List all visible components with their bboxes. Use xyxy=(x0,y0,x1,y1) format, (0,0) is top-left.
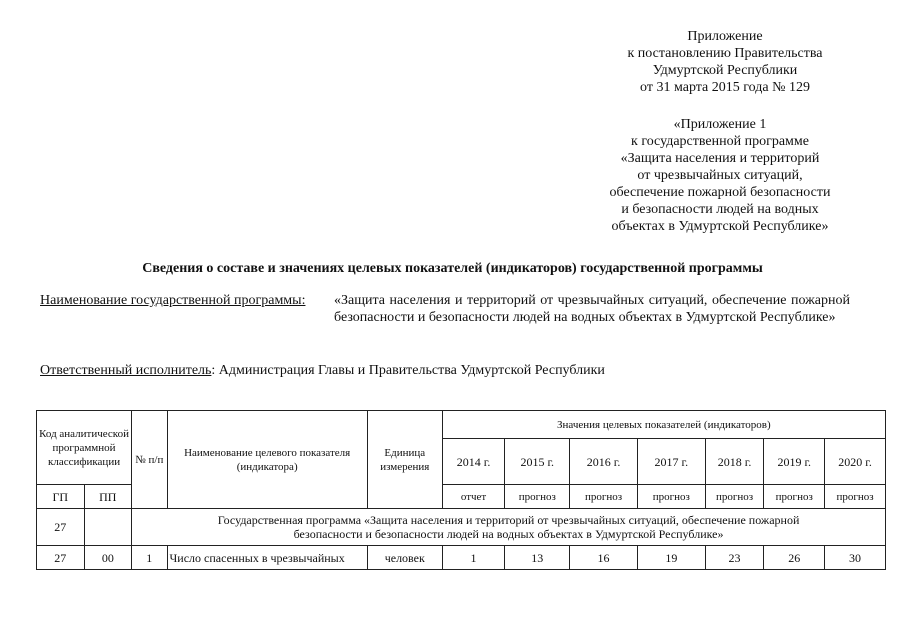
year-header: 2014 г. xyxy=(442,439,505,485)
program-appendix-header xyxy=(570,116,870,235)
table-row xyxy=(37,546,886,570)
year-header: 2020 г. xyxy=(825,439,886,485)
header-unit: Единица измерения xyxy=(367,411,442,509)
value-type: прогноз xyxy=(825,485,886,509)
pp-code: 00 xyxy=(84,546,132,570)
header-code: Код аналитической программной классификации xyxy=(37,411,132,485)
appendix-line: «Защита населения и территорий xyxy=(620,151,820,166)
value-type: отчет xyxy=(442,485,505,509)
responsible-value: : Администрация Главы и Правительства Удмуртской Республики xyxy=(211,363,605,378)
program-name xyxy=(40,292,850,326)
appendix-header xyxy=(580,28,870,96)
indicator-unit: человек xyxy=(367,546,442,570)
gp-code: 27 xyxy=(37,509,85,546)
appendix-line: объектах в Удмуртской Республике» xyxy=(611,219,829,234)
document-title: Сведения о составе и значениях целевых показателей (индикаторов) государственной программы xyxy=(142,261,763,276)
appendix-line: обеспечение пожарной безопасности xyxy=(609,185,831,200)
header-values: Значения целевых показателей (индикаторов) xyxy=(442,411,885,439)
indicator-value: 30 xyxy=(825,546,886,570)
indicator-name: Число спасенных в чрезвычайных xyxy=(167,546,367,570)
appendix-line: к постановлению Правительства xyxy=(627,46,823,61)
year-header: 2019 г. xyxy=(764,439,825,485)
appendix-line: к государственной программе xyxy=(631,134,809,149)
indicator-value: 1 xyxy=(442,546,505,570)
appendix-line: «Приложение 1 xyxy=(673,117,767,132)
program-name-label: Наименование государственной программы: xyxy=(40,293,306,308)
table-row xyxy=(37,509,886,546)
header-gp: ГП xyxy=(37,485,85,509)
appendix-line: от чрезвычайных ситуаций, xyxy=(637,168,803,183)
value-type: прогноз xyxy=(764,485,825,509)
gp-code: 27 xyxy=(37,546,85,570)
indicator-value: 19 xyxy=(637,546,705,570)
pp-code xyxy=(84,509,132,546)
program-row-text: Государственная программа «Защита населения и территорий от чрезвычайных ситуаций, обеспечение пожарной безопасности и безопасности людей на водных объектах в Удмуртской Республике» xyxy=(132,509,886,546)
appendix-line: от 31 марта 2015 года № 129 xyxy=(640,80,810,95)
indicator-value: 13 xyxy=(505,546,570,570)
row-number: 1 xyxy=(132,546,167,570)
header-number: № п/п xyxy=(132,411,167,509)
value-type: прогноз xyxy=(570,485,638,509)
year-header: 2017 г. xyxy=(637,439,705,485)
responsible-executor xyxy=(40,363,605,379)
value-type: прогноз xyxy=(705,485,764,509)
indicator-value: 23 xyxy=(705,546,764,570)
indicator-value: 26 xyxy=(764,546,825,570)
appendix-line: и безопасности людей на водных xyxy=(621,202,819,217)
appendix-line: Удмуртской Республики xyxy=(652,63,798,78)
year-header: 2018 г. xyxy=(705,439,764,485)
indicator-value: 16 xyxy=(570,546,638,570)
year-header: 2015 г. xyxy=(505,439,570,485)
year-header: 2016 г. xyxy=(570,439,638,485)
header-pp: ПП xyxy=(84,485,132,509)
program-name-value: «Защита населения и территорий от чрезвычайных ситуаций, обеспечение пожарной безопасности и безопасности людей на водных объектах в Удмуртской Республике» xyxy=(334,293,850,325)
indicators-table xyxy=(36,410,886,570)
value-type: прогноз xyxy=(505,485,570,509)
header-indicator-name: Наименование целевого показателя (индикатора) xyxy=(167,411,367,509)
value-type: прогноз xyxy=(637,485,705,509)
responsible-label: Ответственный исполнитель xyxy=(40,363,212,378)
appendix-line: Приложение xyxy=(687,29,763,44)
